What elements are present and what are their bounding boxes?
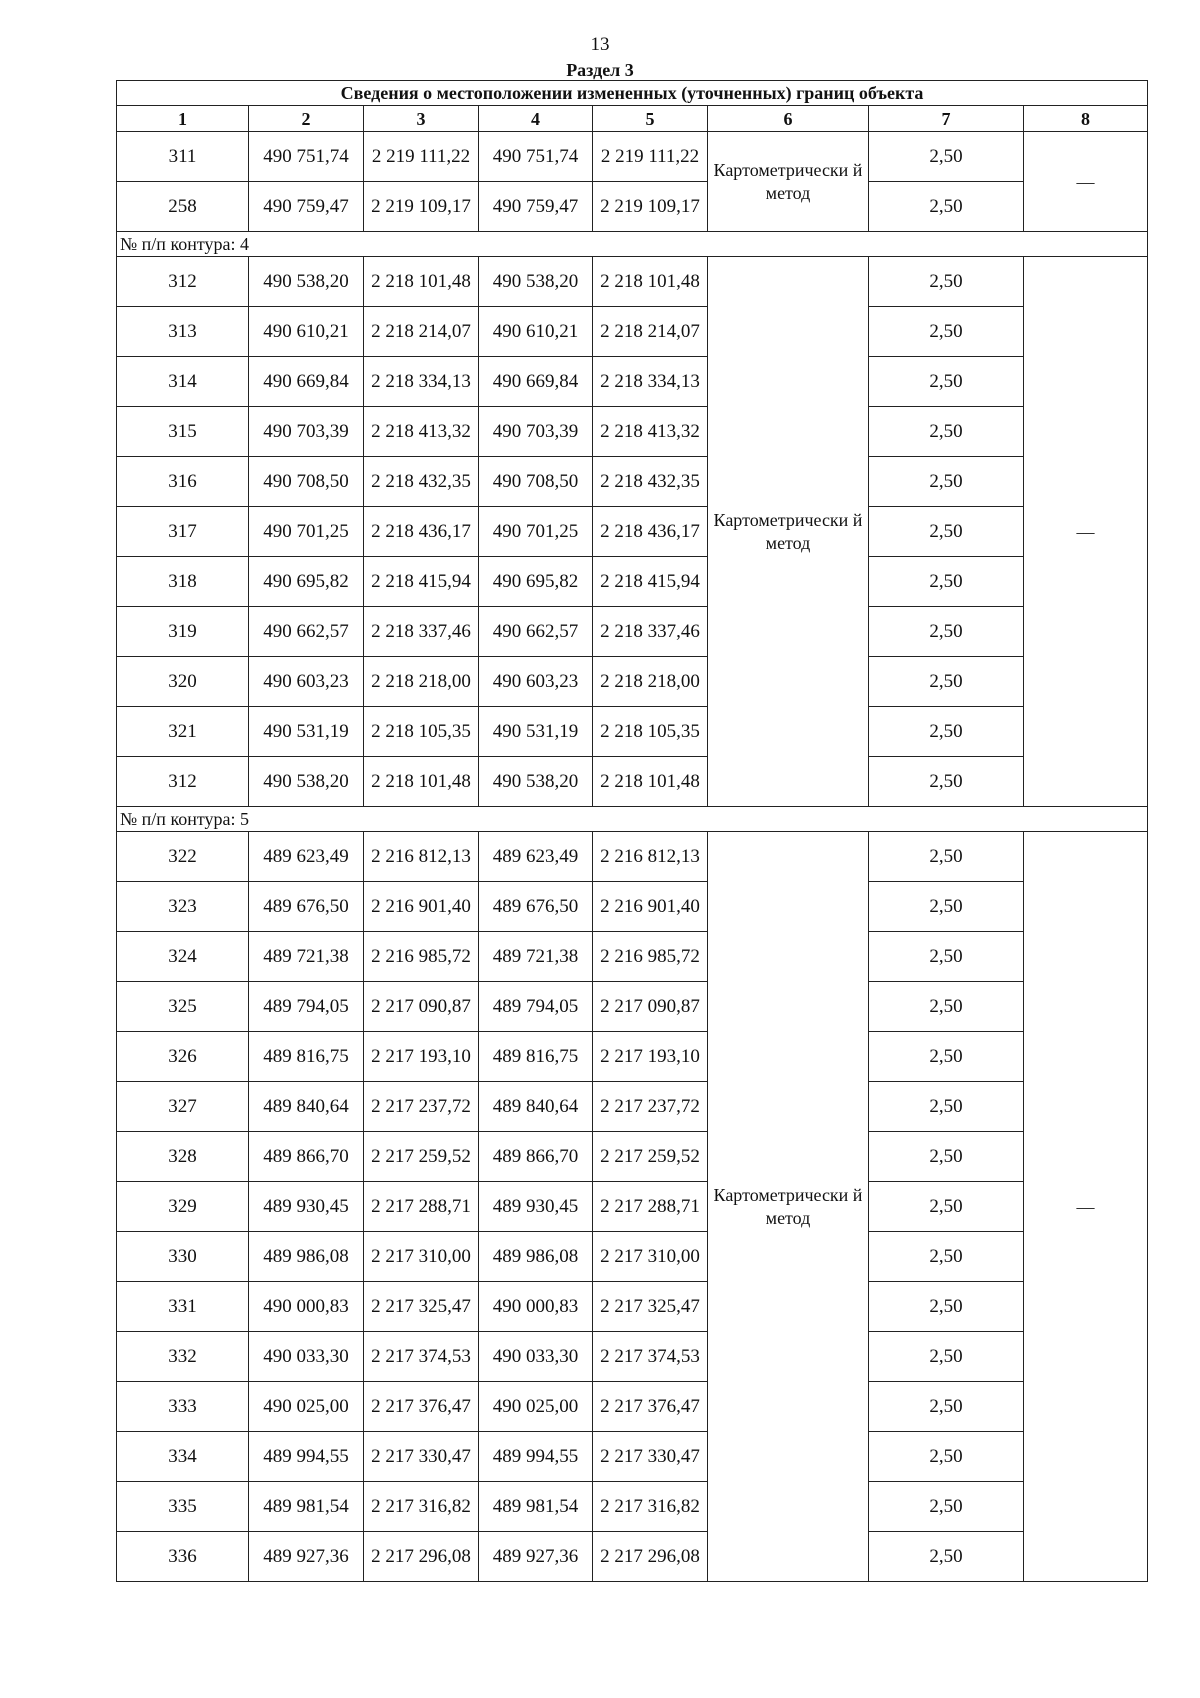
- x-existing-cell: 490 531,19: [249, 707, 364, 757]
- x-new-cell: 490 703,39: [479, 407, 593, 457]
- y-new-cell: 2 218 415,94: [593, 557, 708, 607]
- column-header: 2: [249, 106, 364, 132]
- x-existing-cell: 490 538,20: [249, 757, 364, 807]
- table-row: [117, 1082, 1148, 1132]
- point-number-cell: 323: [117, 882, 249, 932]
- table-row: [117, 182, 1148, 232]
- point-number-cell: 321: [117, 707, 249, 757]
- x-new-cell: 490 538,20: [479, 257, 593, 307]
- point-number-cell: 318: [117, 557, 249, 607]
- x-existing-cell: 490 751,74: [249, 132, 364, 182]
- y-existing-cell: 2 218 101,48: [364, 757, 479, 807]
- x-new-cell: 489 930,45: [479, 1182, 593, 1232]
- y-existing-cell: 2 216 901,40: [364, 882, 479, 932]
- x-existing-cell: 490 603,23: [249, 657, 364, 707]
- x-existing-cell: 489 623,49: [249, 832, 364, 882]
- point-number-cell: 330: [117, 1232, 249, 1282]
- table-body: [117, 81, 1148, 1582]
- point-number-cell: 333: [117, 1382, 249, 1432]
- y-new-cell: 2 216 812,13: [593, 832, 708, 882]
- accuracy-cell: 2,50: [869, 1282, 1024, 1332]
- x-new-cell: 490 708,50: [479, 457, 593, 507]
- point-number-cell: 311: [117, 132, 249, 182]
- y-new-cell: 2 218 214,07: [593, 307, 708, 357]
- point-number-cell: 313: [117, 307, 249, 357]
- x-new-cell: 490 669,84: [479, 357, 593, 407]
- x-new-cell: 489 721,38: [479, 932, 593, 982]
- point-number-cell: 335: [117, 1482, 249, 1532]
- accuracy-cell: 2,50: [869, 132, 1024, 182]
- accuracy-cell: 2,50: [869, 1032, 1024, 1082]
- y-existing-cell: 2 217 325,47: [364, 1282, 479, 1332]
- x-new-cell: 490 538,20: [479, 757, 593, 807]
- table-row: [117, 1482, 1148, 1532]
- y-existing-cell: 2 217 193,10: [364, 1032, 479, 1082]
- point-number-cell: 331: [117, 1282, 249, 1332]
- y-existing-cell: 2 216 812,13: [364, 832, 479, 882]
- table-row: [117, 657, 1148, 707]
- table-caption: Сведения о местоположении измененных (уточненных) границ объекта: [117, 81, 1148, 106]
- y-existing-cell: 2 218 214,07: [364, 307, 479, 357]
- accuracy-cell: 2,50: [869, 557, 1024, 607]
- y-existing-cell: 2 218 432,35: [364, 457, 479, 507]
- accuracy-cell: 2,50: [869, 707, 1024, 757]
- table-row: [117, 1432, 1148, 1482]
- x-new-cell: 490 033,30: [479, 1332, 593, 1382]
- table-row: [117, 1532, 1148, 1582]
- x-existing-cell: 489 986,08: [249, 1232, 364, 1282]
- y-existing-cell: 2 217 090,87: [364, 982, 479, 1032]
- column-header: 3: [364, 106, 479, 132]
- x-new-cell: 489 794,05: [479, 982, 593, 1032]
- method-cell: Картометрически й метод: [708, 832, 869, 1582]
- x-existing-cell: 490 669,84: [249, 357, 364, 407]
- x-existing-cell: 490 662,57: [249, 607, 364, 657]
- accuracy-cell: 2,50: [869, 832, 1024, 882]
- point-number-cell: 336: [117, 1532, 249, 1582]
- y-existing-cell: 2 217 374,53: [364, 1332, 479, 1382]
- x-new-cell: 489 981,54: [479, 1482, 593, 1532]
- table-row: [117, 132, 1148, 182]
- y-new-cell: 2 217 310,00: [593, 1232, 708, 1282]
- table-row: [117, 707, 1148, 757]
- y-existing-cell: 2 218 436,17: [364, 507, 479, 557]
- point-number-cell: 258: [117, 182, 249, 232]
- column-header: 4: [479, 106, 593, 132]
- y-existing-cell: 2 217 237,72: [364, 1082, 479, 1132]
- x-existing-cell: 490 538,20: [249, 257, 364, 307]
- y-new-cell: 2 217 325,47: [593, 1282, 708, 1332]
- note-cell: —: [1024, 832, 1148, 1582]
- page-number: 13: [590, 34, 610, 55]
- y-new-cell: 2 218 218,00: [593, 657, 708, 707]
- y-existing-cell: 2 218 334,13: [364, 357, 479, 407]
- x-new-cell: 489 927,36: [479, 1532, 593, 1582]
- accuracy-cell: 2,50: [869, 257, 1024, 307]
- table-header-row: [117, 106, 1148, 132]
- point-number-cell: 315: [117, 407, 249, 457]
- x-existing-cell: 490 033,30: [249, 1332, 364, 1382]
- x-existing-cell: 489 930,45: [249, 1182, 364, 1232]
- point-number-cell: 332: [117, 1332, 249, 1382]
- x-new-cell: 489 866,70: [479, 1132, 593, 1182]
- point-number-cell: 322: [117, 832, 249, 882]
- x-existing-cell: 489 994,55: [249, 1432, 364, 1482]
- accuracy-cell: 2,50: [869, 1332, 1024, 1382]
- y-new-cell: 2 217 296,08: [593, 1532, 708, 1582]
- accuracy-cell: 2,50: [869, 1432, 1024, 1482]
- x-new-cell: 490 603,23: [479, 657, 593, 707]
- point-number-cell: 324: [117, 932, 249, 982]
- y-new-cell: 2 217 316,82: [593, 1482, 708, 1532]
- table-row: [117, 1182, 1148, 1232]
- y-existing-cell: 2 218 218,00: [364, 657, 479, 707]
- y-existing-cell: 2 217 296,08: [364, 1532, 479, 1582]
- y-existing-cell: 2 217 376,47: [364, 1382, 479, 1432]
- x-existing-cell: 489 721,38: [249, 932, 364, 982]
- x-existing-cell: 489 676,50: [249, 882, 364, 932]
- table-row: [117, 1032, 1148, 1082]
- y-existing-cell: 2 217 259,52: [364, 1132, 479, 1182]
- y-new-cell: 2 218 432,35: [593, 457, 708, 507]
- table-row: [117, 457, 1148, 507]
- y-existing-cell: 2 216 985,72: [364, 932, 479, 982]
- point-number-cell: 316: [117, 457, 249, 507]
- point-number-cell: 328: [117, 1132, 249, 1182]
- x-existing-cell: 489 816,75: [249, 1032, 364, 1082]
- point-number-cell: 320: [117, 657, 249, 707]
- column-header: 5: [593, 106, 708, 132]
- y-new-cell: 2 218 105,35: [593, 707, 708, 757]
- table-row: [117, 1282, 1148, 1332]
- point-number-cell: 312: [117, 757, 249, 807]
- y-new-cell: 2 217 259,52: [593, 1132, 708, 1182]
- x-existing-cell: 490 610,21: [249, 307, 364, 357]
- table-row: [117, 832, 1148, 882]
- y-new-cell: 2 216 901,40: [593, 882, 708, 932]
- x-new-cell: 489 840,64: [479, 1082, 593, 1132]
- x-existing-cell: 489 840,64: [249, 1082, 364, 1132]
- accuracy-cell: 2,50: [869, 1232, 1024, 1282]
- table-row: [117, 607, 1148, 657]
- x-new-cell: 490 701,25: [479, 507, 593, 557]
- y-new-cell: 2 216 985,72: [593, 932, 708, 982]
- method-cell: Картометрически й метод: [708, 132, 869, 232]
- y-new-cell: 2 218 413,32: [593, 407, 708, 457]
- y-new-cell: 2 217 288,71: [593, 1182, 708, 1232]
- table-row: [117, 557, 1148, 607]
- column-header: 6: [708, 106, 869, 132]
- x-new-cell: 490 000,83: [479, 1282, 593, 1332]
- x-existing-cell: 490 695,82: [249, 557, 364, 607]
- accuracy-cell: 2,50: [869, 1482, 1024, 1532]
- y-existing-cell: 2 218 413,32: [364, 407, 479, 457]
- x-existing-cell: 490 025,00: [249, 1382, 364, 1432]
- accuracy-cell: 2,50: [869, 1382, 1024, 1432]
- y-new-cell: 2 218 101,48: [593, 757, 708, 807]
- point-number-cell: 327: [117, 1082, 249, 1132]
- x-new-cell: 489 623,49: [479, 832, 593, 882]
- y-existing-cell: 2 218 337,46: [364, 607, 479, 657]
- point-number-cell: 326: [117, 1032, 249, 1082]
- accuracy-cell: 2,50: [869, 507, 1024, 557]
- x-new-cell: 490 751,74: [479, 132, 593, 182]
- table-row: [117, 1332, 1148, 1382]
- x-existing-cell: 490 759,47: [249, 182, 364, 232]
- x-existing-cell: 489 927,36: [249, 1532, 364, 1582]
- table-row: [117, 1232, 1148, 1282]
- accuracy-cell: 2,50: [869, 1082, 1024, 1132]
- point-number-cell: 325: [117, 982, 249, 1032]
- table-row: [117, 882, 1148, 932]
- y-existing-cell: 2 217 330,47: [364, 1432, 479, 1482]
- y-existing-cell: 2 218 105,35: [364, 707, 479, 757]
- point-number-cell: 314: [117, 357, 249, 407]
- x-existing-cell: 490 708,50: [249, 457, 364, 507]
- accuracy-cell: 2,50: [869, 657, 1024, 707]
- accuracy-cell: 2,50: [869, 607, 1024, 657]
- accuracy-cell: 2,50: [869, 182, 1024, 232]
- note-cell: —: [1024, 132, 1148, 232]
- y-new-cell: 2 217 237,72: [593, 1082, 708, 1132]
- accuracy-cell: 2,50: [869, 932, 1024, 982]
- note-cell: —: [1024, 257, 1148, 807]
- x-new-cell: 489 676,50: [479, 882, 593, 932]
- accuracy-cell: 2,50: [869, 1532, 1024, 1582]
- column-header: 7: [869, 106, 1024, 132]
- y-existing-cell: 2 219 109,17: [364, 182, 479, 232]
- accuracy-cell: 2,50: [869, 407, 1024, 457]
- point-number-cell: 334: [117, 1432, 249, 1482]
- y-existing-cell: 2 218 101,48: [364, 257, 479, 307]
- table-row: [117, 257, 1148, 307]
- table-row: [117, 757, 1148, 807]
- y-existing-cell: 2 217 310,00: [364, 1232, 479, 1282]
- point-number-cell: 329: [117, 1182, 249, 1232]
- table-caption-row: [117, 81, 1148, 106]
- y-new-cell: 2 217 330,47: [593, 1432, 708, 1482]
- y-new-cell: 2 217 376,47: [593, 1382, 708, 1432]
- x-new-cell: 489 816,75: [479, 1032, 593, 1082]
- coordinates-table: [116, 80, 1148, 1582]
- x-new-cell: 490 531,19: [479, 707, 593, 757]
- y-new-cell: 2 218 436,17: [593, 507, 708, 557]
- x-existing-cell: 490 000,83: [249, 1282, 364, 1332]
- point-number-cell: 319: [117, 607, 249, 657]
- contour-label: № п/п контура: 4: [117, 232, 1148, 257]
- table-row: [117, 407, 1148, 457]
- accuracy-cell: 2,50: [869, 1182, 1024, 1232]
- contour-label-row: [117, 232, 1148, 257]
- table-row: [117, 1382, 1148, 1432]
- x-existing-cell: 490 703,39: [249, 407, 364, 457]
- y-existing-cell: 2 217 316,82: [364, 1482, 479, 1532]
- accuracy-cell: 2,50: [869, 757, 1024, 807]
- accuracy-cell: 2,50: [869, 357, 1024, 407]
- x-new-cell: 490 759,47: [479, 182, 593, 232]
- x-existing-cell: 489 866,70: [249, 1132, 364, 1182]
- table-row: [117, 357, 1148, 407]
- y-existing-cell: 2 219 111,22: [364, 132, 479, 182]
- contour-label: № п/п контура: 5: [117, 807, 1148, 832]
- accuracy-cell: 2,50: [869, 307, 1024, 357]
- table-row: [117, 307, 1148, 357]
- table-row: [117, 1132, 1148, 1182]
- table-row: [117, 932, 1148, 982]
- column-header: 8: [1024, 106, 1148, 132]
- accuracy-cell: 2,50: [869, 457, 1024, 507]
- accuracy-cell: 2,50: [869, 882, 1024, 932]
- x-existing-cell: 489 794,05: [249, 982, 364, 1032]
- x-new-cell: 489 986,08: [479, 1232, 593, 1282]
- y-existing-cell: 2 217 288,71: [364, 1182, 479, 1232]
- x-new-cell: 490 662,57: [479, 607, 593, 657]
- point-number-cell: 317: [117, 507, 249, 557]
- y-new-cell: 2 217 374,53: [593, 1332, 708, 1382]
- y-new-cell: 2 218 337,46: [593, 607, 708, 657]
- section-title: Раздел 3: [566, 60, 634, 80]
- y-existing-cell: 2 218 415,94: [364, 557, 479, 607]
- x-new-cell: 489 994,55: [479, 1432, 593, 1482]
- y-new-cell: 2 218 101,48: [593, 257, 708, 307]
- y-new-cell: 2 217 193,10: [593, 1032, 708, 1082]
- x-existing-cell: 490 701,25: [249, 507, 364, 557]
- y-new-cell: 2 218 334,13: [593, 357, 708, 407]
- x-new-cell: 490 695,82: [479, 557, 593, 607]
- x-new-cell: 490 025,00: [479, 1382, 593, 1432]
- y-new-cell: 2 219 109,17: [593, 182, 708, 232]
- point-number-cell: 312: [117, 257, 249, 307]
- accuracy-cell: 2,50: [869, 982, 1024, 1032]
- method-cell: Картометрически й метод: [708, 257, 869, 807]
- y-new-cell: 2 217 090,87: [593, 982, 708, 1032]
- contour-label-row: [117, 807, 1148, 832]
- column-header: 1: [117, 106, 249, 132]
- table-row: [117, 982, 1148, 1032]
- y-new-cell: 2 219 111,22: [593, 132, 708, 182]
- table-row: [117, 507, 1148, 557]
- x-new-cell: 490 610,21: [479, 307, 593, 357]
- accuracy-cell: 2,50: [869, 1132, 1024, 1182]
- x-existing-cell: 489 981,54: [249, 1482, 364, 1532]
